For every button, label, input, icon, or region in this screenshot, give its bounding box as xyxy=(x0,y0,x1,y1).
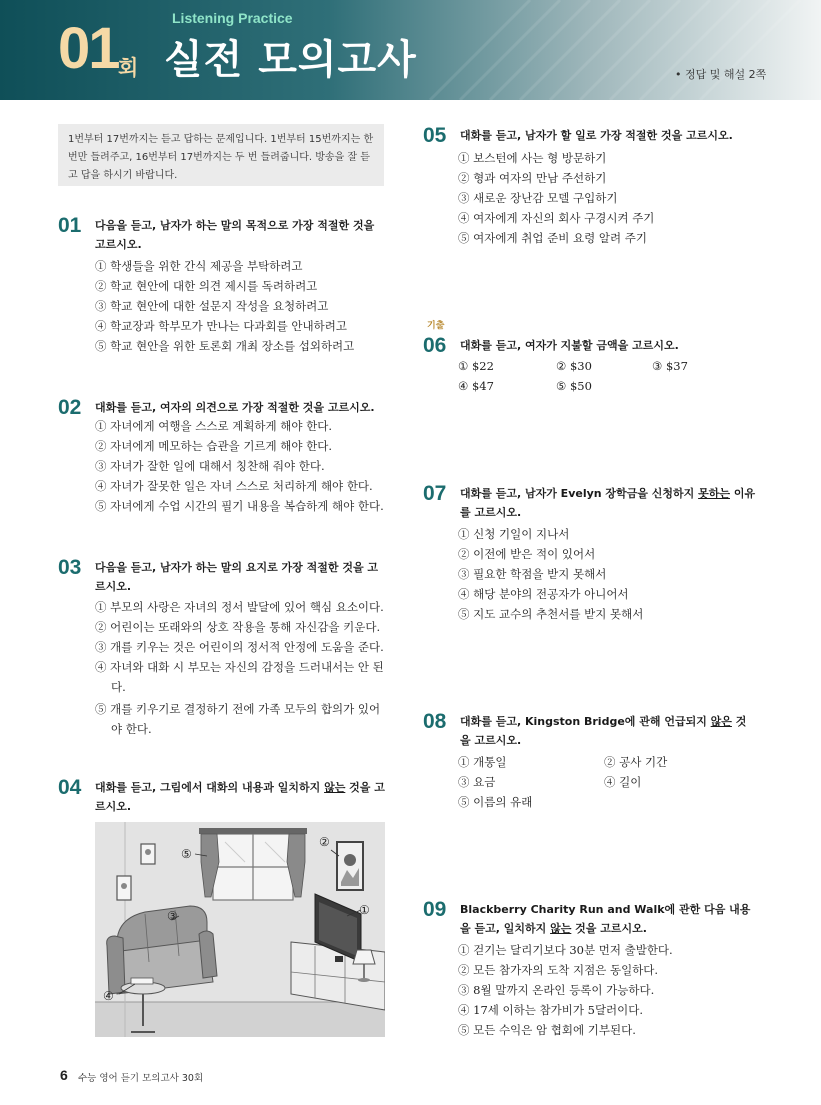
question-text xyxy=(460,484,756,522)
q03-option-1[interactable]: ① 부모의 사랑은 자녀의 정서 발달에 있어 핵심 요소이다. xyxy=(95,600,384,614)
question-text xyxy=(460,712,756,750)
illustration-label-1: ① xyxy=(359,903,370,917)
question-text xyxy=(460,900,756,938)
q07-option-5[interactable]: ⑤ 지도 교수의 추천서를 받지 못해서 xyxy=(458,607,644,621)
test-number-suffix: 회 xyxy=(118,56,139,80)
section-subtitle: Listening Practice xyxy=(172,10,293,26)
question-number: 08 xyxy=(423,710,447,733)
question-text-part: 대화를 듣고, 남자가 Evelyn 장학금을 신청하지 xyxy=(460,487,699,500)
question-text-part: Blackberry Charity Run and Walk에 관한 다음 내용을 듣고, 일치하지 xyxy=(460,903,751,935)
q07-option-3[interactable]: ③ 필요한 학점을 받지 못해서 xyxy=(458,567,607,581)
question-number: 09 xyxy=(423,898,447,921)
test-number: 01 xyxy=(58,16,119,81)
past-exam-tag: 기출 xyxy=(427,321,445,331)
question-text-part: 것을 고르시오. xyxy=(460,715,747,747)
q01-option-5[interactable]: ⑤ 학교 현안을 위한 토론회 개최 장소를 섭외하려고 xyxy=(95,339,355,353)
q05-option-1[interactable]: ① 보스턴에 사는 형 방문하기 xyxy=(458,151,607,165)
question-text-part: 이유를 고르시오. xyxy=(460,487,756,519)
illustration-label-3: ③ xyxy=(167,909,178,923)
question-number: 06 xyxy=(423,334,447,357)
question-number: 07 xyxy=(423,482,447,505)
question-text-underline: 않은 xyxy=(710,715,732,728)
q02-option-5[interactable]: ⑤ 자녀에게 수업 시간의 필기 내용을 복습하게 해야 한다. xyxy=(95,499,384,513)
q03-option-3[interactable]: ③ 개를 키우는 것은 어린이의 정서적 안정에 도움을 준다. xyxy=(95,640,384,654)
question-text-underline: 못하는 xyxy=(698,487,730,500)
question-number: 05 xyxy=(423,124,447,147)
q09-option-2[interactable]: ② 모든 참가자의 도착 지점은 동일하다. xyxy=(458,963,659,977)
q02-option-3[interactable]: ③ 자녀가 잘한 일에 대해서 칭찬해 줘야 한다. xyxy=(95,459,325,473)
question-text-part: 것을 고르시오. xyxy=(571,922,647,935)
q05-option-4[interactable]: ④ 여자에게 자신의 회사 구경시켜 주기 xyxy=(458,211,655,225)
q09-option-4[interactable]: ④ 17세 이하는 참가비가 5달러이다. xyxy=(458,1003,644,1017)
q08-option-5[interactable]: ⑤ 이름의 유래 xyxy=(458,795,533,809)
question-text-part: 것을 고르시오. xyxy=(95,781,385,813)
q06-option-2[interactable]: ② $30 xyxy=(556,359,592,373)
q06-option-3[interactable]: ③ $37 xyxy=(652,359,688,373)
q01-option-3[interactable]: ③ 학교 현안에 대한 설문지 작성을 요청하려고 xyxy=(95,299,329,313)
q01-option-2[interactable]: ② 학교 현안에 대한 의견 제시를 독려하려고 xyxy=(95,279,318,293)
q06-option-5[interactable]: ⑤ $50 xyxy=(556,379,592,393)
room-illustration xyxy=(95,822,385,1037)
q06-option-1[interactable]: ① $22 xyxy=(458,359,494,373)
q05-option-3[interactable]: ③ 새로운 장난감 모델 구입하기 xyxy=(458,191,618,205)
q07-option-4[interactable]: ④ 해당 분야의 전공자가 아니어서 xyxy=(458,587,629,601)
answer-note: • 정답 및 해설 2쪽 xyxy=(675,68,767,81)
q08-option-2[interactable]: ② 공사 기간 xyxy=(604,755,668,769)
book-title: 수능 영어 듣기 모의고사 30회 xyxy=(78,1073,204,1084)
question-text: 대화를 듣고, 여자의 의견으로 가장 적절한 것을 고르시오. xyxy=(95,401,375,414)
question-number: 04 xyxy=(58,776,82,799)
q03-option-4[interactable]: ④ 자녀와 대화 시 부모는 자신의 감정을 드러내서는 안 된다. xyxy=(95,660,384,694)
q03-option-5[interactable]: ⑤ 개를 키우기로 결정하기 전에 가족 모두의 합의가 있어야 한다. xyxy=(95,702,381,736)
q08-option-4[interactable]: ④ 길이 xyxy=(604,775,642,789)
q07-option-1[interactable]: ① 신청 기일이 지나서 xyxy=(458,527,570,541)
q01-option-4[interactable]: ④ 학교장과 학부모가 만나는 다과회를 안내하려고 xyxy=(95,319,347,333)
q05-option-2[interactable]: ② 형과 여자의 만남 주선하기 xyxy=(458,171,607,185)
question-number: 03 xyxy=(58,556,82,579)
question-number: 01 xyxy=(58,214,82,237)
page-number: 6 xyxy=(60,1067,68,1083)
q06-option-4[interactable]: ④ $47 xyxy=(458,379,494,393)
q05-option-5[interactable]: ⑤ 여자에게 취업 준비 요령 알려 주기 xyxy=(458,231,647,245)
q08-option-1[interactable]: ① 개통일 xyxy=(458,755,507,769)
illustration-label-2: ② xyxy=(319,835,330,849)
question-text-underline: 않는 xyxy=(550,922,572,935)
illustration-label-4: ④ xyxy=(103,989,114,1003)
q02-option-1[interactable]: ① 자녀에게 여행을 스스로 계획하게 해야 한다. xyxy=(95,419,333,433)
q07-option-2[interactable]: ② 이전에 받은 적이 있어서 xyxy=(458,547,596,561)
question-text-part: 대화를 듣고, 그림에서 대화의 내용과 일치하지 xyxy=(95,781,325,794)
question-text: 대화를 듣고, 남자가 할 일로 가장 적절한 것을 고르시오. xyxy=(460,129,733,142)
page-title: 실전 모의고사 xyxy=(164,37,417,83)
window xyxy=(213,834,293,900)
question-text-part: 대화를 듣고, Kingston Bridge에 관해 언급되지 xyxy=(460,715,711,728)
question-text: 다음을 듣고, 남자가 하는 말의 목적으로 가장 적절한 것을 고르시오. xyxy=(95,219,375,251)
wall-picture-right xyxy=(337,842,363,890)
instruction-box: 1번부터 17번까지는 듣고 답하는 문제입니다. 1번부터 15번까지는 한 번만 들려주고, 16번부터 17번까지는 두 번 들려줍니다. 방송을 잘 듣고 답을 하시기 바랍니다. xyxy=(58,124,384,186)
q08-option-3[interactable]: ③ 요금 xyxy=(458,775,496,789)
q09-option-3[interactable]: ③ 8월 말까지 온라인 등록이 가능하다. xyxy=(458,983,655,997)
q09-option-5[interactable]: ⑤ 모든 수익은 암 협회에 기부된다. xyxy=(458,1023,636,1037)
question-text: 대화를 듣고, 여자가 지불할 금액을 고르시오. xyxy=(460,339,679,352)
question-number: 02 xyxy=(58,396,82,419)
q02-option-2[interactable]: ② 자녀에게 메모하는 습관을 기르게 해야 한다. xyxy=(95,439,333,453)
q01-option-1[interactable]: ① 학생들을 위한 간식 제공을 부탁하려고 xyxy=(95,259,303,273)
q09-option-1[interactable]: ① 걷기는 달리기보다 30분 먼저 출발한다. xyxy=(458,943,673,957)
illustration-label-5: ⑤ xyxy=(181,847,192,861)
q03-option-2[interactable]: ② 어린이는 또래와의 상호 작용을 통해 자신감을 키운다. xyxy=(95,620,381,634)
question-text xyxy=(95,778,385,816)
question-text: 다음을 듣고, 남자가 하는 말의 요지로 가장 적절한 것을 고르시오. xyxy=(95,561,379,593)
question-text-underline: 않는 xyxy=(324,781,346,794)
page-header xyxy=(0,0,821,100)
q02-option-4[interactable]: ④ 자녀가 잘못한 일은 자녀 스스로 처리하게 해야 한다. xyxy=(95,479,373,493)
